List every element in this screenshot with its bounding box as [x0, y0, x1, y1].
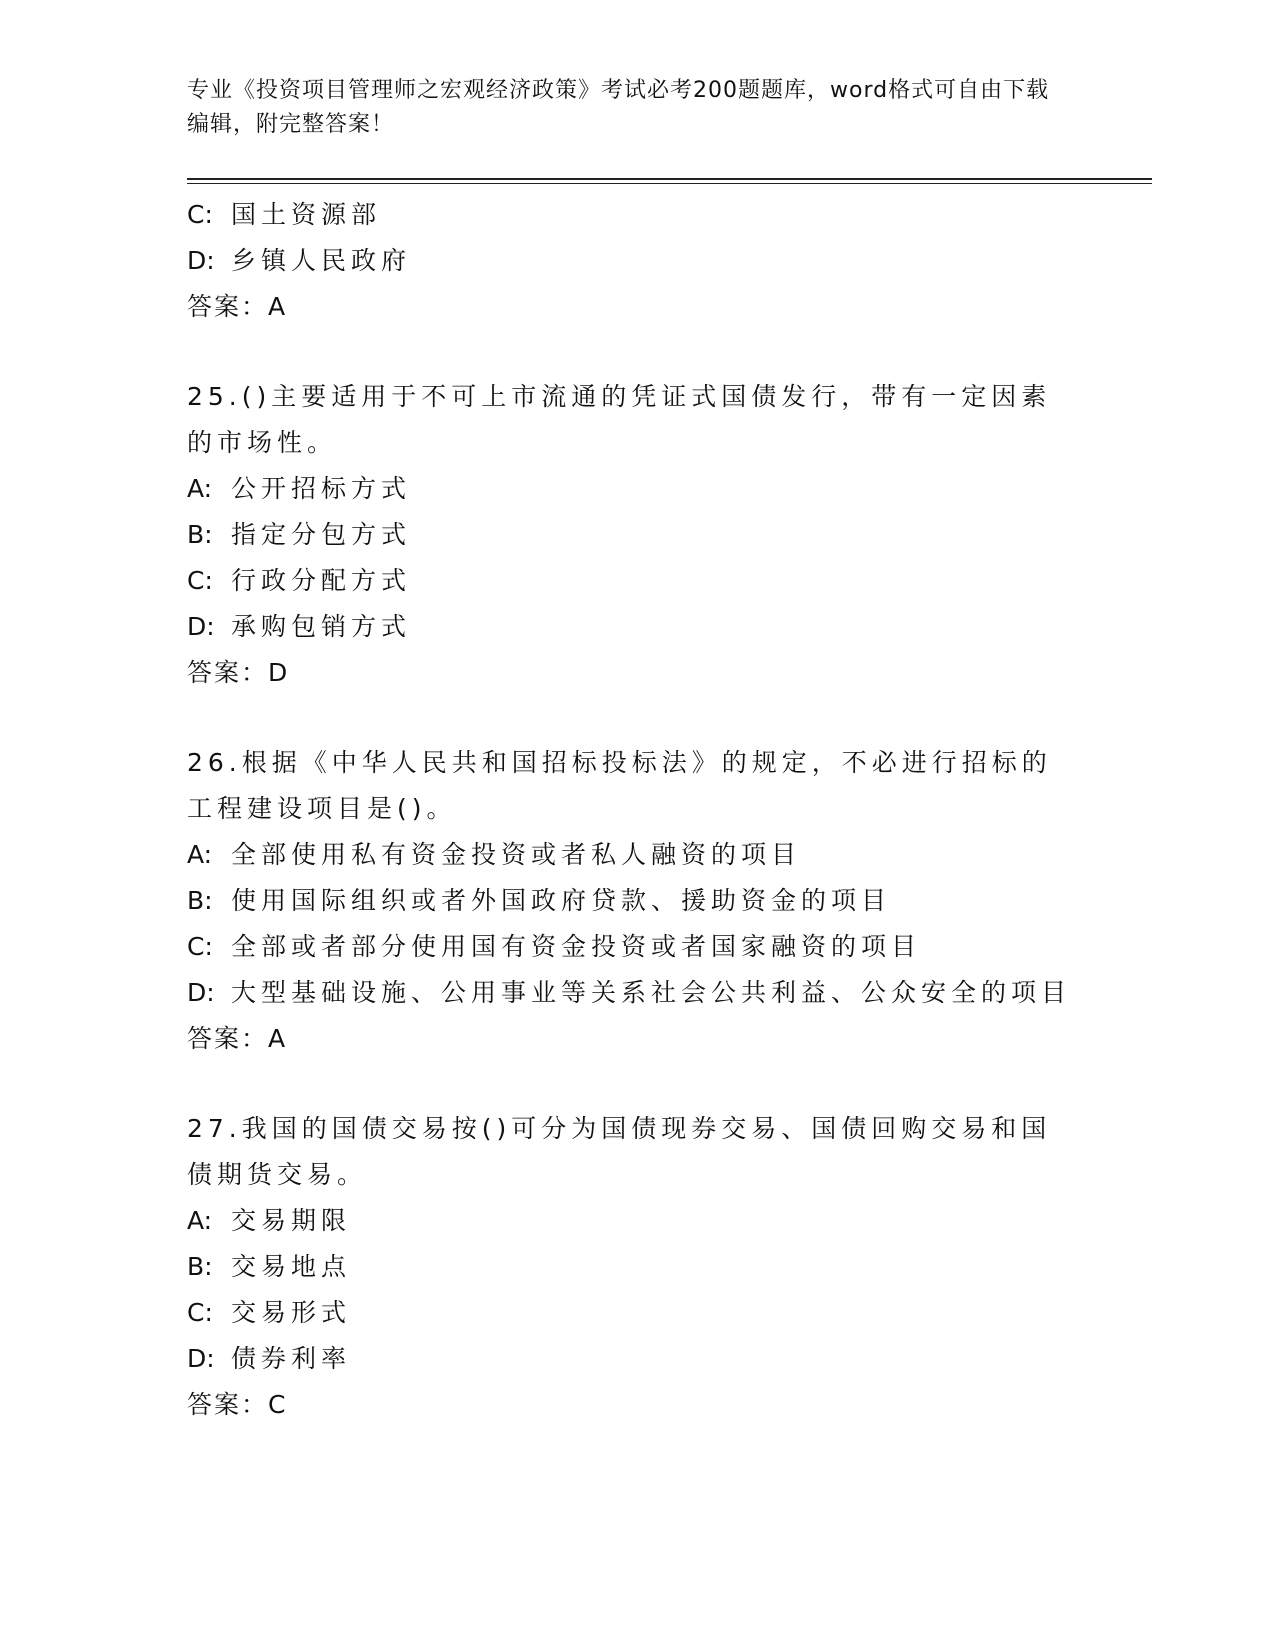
option-d	[187, 970, 1087, 1016]
option-label: B:	[187, 1252, 213, 1281]
option-text: 公开招标方式	[231, 474, 412, 503]
answer-line: 答案：A	[187, 292, 288, 321]
option-text: 大型基础设施、公用事业等关系社会公共利益、公众安全的项目	[231, 978, 1072, 1007]
answer-line: 答案：C	[187, 1390, 288, 1419]
header-divider	[187, 178, 1152, 180]
option-text: 全部使用私有资金投资或者私人融资的项目	[231, 840, 802, 869]
option-label: B:	[187, 886, 213, 915]
option-label: D:	[187, 978, 215, 1007]
option-text: 全部或者部分使用国有资金投资或者国家融资的项目	[231, 932, 922, 961]
option-d	[187, 238, 1087, 284]
option-label: D:	[187, 1344, 215, 1373]
option-text: 债券利率	[231, 1344, 352, 1373]
option-label: D:	[187, 246, 215, 275]
option-text: 指定分包方式	[231, 520, 412, 549]
question-text: 25.()主要适用于不可上市流通的凭证式国债发行，带有一定因素的市场性。	[187, 382, 1052, 457]
option-label: C:	[187, 566, 213, 595]
option-b	[187, 512, 1087, 558]
option-text: 乡镇人民政府	[231, 246, 412, 275]
option-c	[187, 192, 1087, 238]
option-b	[187, 1244, 1087, 1290]
option-c	[187, 924, 1087, 970]
option-a	[187, 1198, 1087, 1244]
question-list	[187, 192, 1087, 1428]
option-c	[187, 1290, 1087, 1336]
option-label: A:	[187, 1206, 213, 1235]
option-label: A:	[187, 474, 213, 503]
option-a	[187, 832, 1087, 878]
option-label: B:	[187, 520, 213, 549]
answer-line: 答案：D	[187, 658, 290, 687]
spacer	[187, 1062, 1087, 1106]
answer-line: 答案：A	[187, 1024, 288, 1053]
option-text: 交易期限	[231, 1206, 352, 1235]
option-text: 国土资源部	[231, 200, 382, 229]
option-text: 行政分配方式	[231, 566, 412, 595]
option-label: A:	[187, 840, 213, 869]
option-label: D:	[187, 612, 215, 641]
option-label: C:	[187, 200, 213, 229]
option-text: 交易形式	[231, 1298, 352, 1327]
option-d	[187, 604, 1087, 650]
option-c	[187, 558, 1087, 604]
option-b	[187, 878, 1087, 924]
option-text: 使用国际组织或者外国政府贷款、援助资金的项目	[231, 886, 892, 915]
header-divider-thin	[187, 183, 1152, 184]
option-label: C:	[187, 1298, 213, 1327]
option-text: 交易地点	[231, 1252, 352, 1281]
option-a	[187, 466, 1087, 512]
option-d	[187, 1336, 1087, 1382]
question-text: 27.我国的国债交易按()可分为国债现券交易、国债回购交易和国债期货交易。	[187, 1114, 1052, 1189]
document-header: 专业《投资项目管理师之宏观经济政策》考试必考200题题库，word格式可自由下载编辑，附完整答案！	[187, 78, 1050, 137]
option-label: C:	[187, 932, 213, 961]
question-text: 26.根据《中华人民共和国招标投标法》的规定，不必进行招标的工程建设项目是()。	[187, 748, 1052, 823]
spacer	[187, 696, 1087, 740]
option-text: 承购包销方式	[231, 612, 412, 641]
spacer	[187, 330, 1087, 374]
